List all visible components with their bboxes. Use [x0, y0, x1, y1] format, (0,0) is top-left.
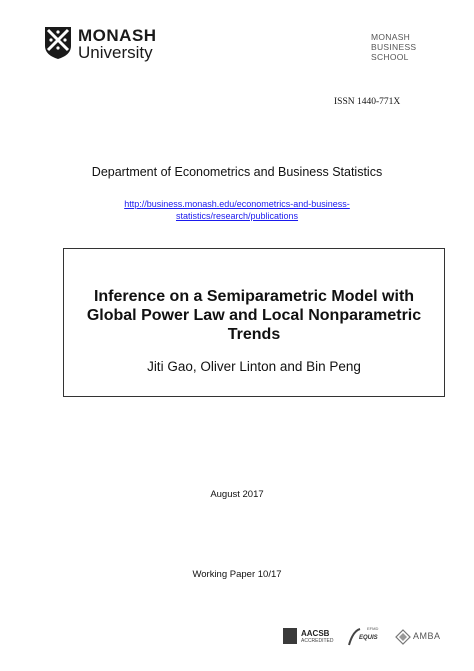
title-line: Global Power Law and Local Nonparametric: [86, 307, 422, 324]
aacsb-label: AACSB: [301, 629, 330, 638]
amba-diamond-icon: [395, 629, 411, 645]
aacsb-mark-icon: [283, 628, 297, 644]
aacsb-logo: [283, 626, 343, 648]
university-subtitle: University: [78, 43, 153, 62]
school-line: BUSINESS: [371, 42, 417, 52]
equis-top-label: EFMD: [367, 626, 379, 631]
working-paper-number: Working Paper 10/17: [192, 569, 282, 580]
publications-link[interactable]: [90, 198, 384, 222]
department-name: Department of Econometrics and Business Statistics: [91, 165, 383, 179]
accreditation-logos: [283, 626, 453, 648]
university-name: MONASH: [78, 26, 157, 45]
monash-shield-icon: [44, 26, 72, 60]
title-box: [63, 248, 445, 397]
paper-authors: Jiti Gao, Oliver Linton and Bin Peng: [147, 359, 361, 374]
amba-label: AMBA: [413, 631, 441, 641]
amba-logo: [395, 626, 453, 648]
paper-title: [64, 287, 444, 344]
aacsb-sub-label: ACCREDITED: [301, 638, 334, 644]
equis-label: EQUIS: [359, 635, 378, 641]
issn-number: ISSN 1440-771X: [334, 97, 401, 107]
monash-university-logo: [44, 24, 184, 68]
equis-logo: [347, 626, 389, 648]
publication-date: August 2017: [210, 489, 264, 500]
title-line: Trends: [227, 326, 281, 343]
title-line: Inference on a Semiparametric Model with: [93, 288, 415, 305]
school-line: MONASH: [371, 32, 411, 42]
business-school-logo: [371, 32, 441, 62]
url-line: http://business.monash.edu/econometrics-and-business-: [124, 199, 350, 209]
url-line: statistics/research/publications: [175, 211, 299, 221]
school-line: SCHOOL: [371, 52, 409, 62]
